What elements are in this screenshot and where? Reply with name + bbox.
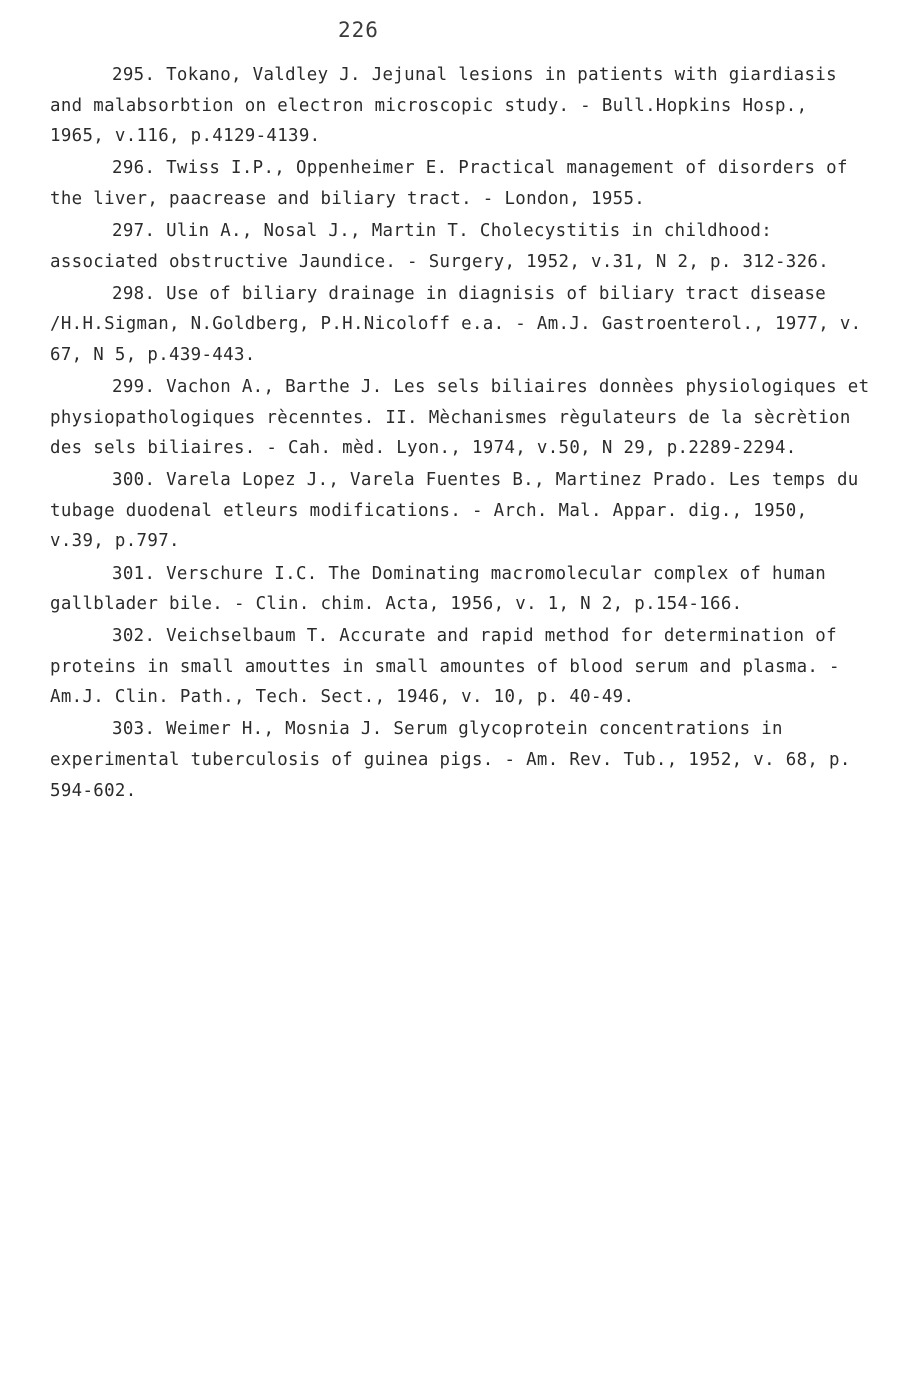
- reference-number: 296.: [112, 158, 156, 179]
- reference-number: 299.: [112, 376, 156, 397]
- reference-text: Weimer H., Mosnia J. Serum glycoprotein concentrations in experimental tuberculosis of guinea pigs. - Am. Rev. Tub., 1952, v. 68, p. 594-602.: [50, 719, 851, 801]
- reference-number: 302.: [112, 626, 156, 647]
- reference-number: 300.: [112, 470, 156, 491]
- reference-entry: [50, 60, 872, 152]
- reference-entry: [50, 465, 872, 557]
- reference-number: 303.: [112, 719, 156, 740]
- reference-entry: [50, 372, 872, 464]
- reference-text: Twiss I.P., Oppenheimer E. Practical management of disorders of the liver, paacrease and biliary tract. - London, 1955.: [50, 158, 848, 209]
- reference-number: 298.: [112, 283, 156, 304]
- reference-entry: [50, 216, 872, 277]
- reference-number: 295.: [112, 65, 156, 85]
- reference-text: Ulin A., Nosal J., Martin T. Cholecystitis in childhood: associated obstructive Jaundice. - Surgery, 1952, v.31, N 2, p. 312-326.: [50, 220, 830, 272]
- reference-list: [50, 60, 872, 808]
- reference-entry: [50, 621, 872, 713]
- reference-number: 301.: [112, 563, 156, 584]
- reference-text: Tokano, Valdley J. Jejunal lesions in patients with giardiasis and malabsorbtion on electron microscopic study. - Bull.Hopkins Hosp., 1965, v.116, p.4129-4139.: [50, 65, 837, 147]
- reference-entry: [50, 153, 872, 214]
- page-number: 226: [338, 18, 379, 42]
- reference-entry: [50, 559, 872, 620]
- reference-entry: [50, 279, 872, 371]
- reference-text: Veichselbaum T. Accurate and rapid method for determination of proteins in small amouttes in small amountes of blood serum and plasma. - Am.J. Clin. Path., Tech. Sect., 1946, v. 10, p. 40-49.: [50, 626, 840, 708]
- reference-text: Varela Lopez J., Varela Fuentes B., Martinez Prado. Les temps du tubage duodenal etleurs modifications. - Arch. Mal. Appar. dig., 1950, v.39, p.797.: [50, 470, 859, 552]
- reference-text: Use of biliary drainage in diagnisis of biliary tract disease /H.H.Sigman, N.Goldberg, P.H.Nicoloff e.a. - Am.J. Gastroenterol., 1977, v. 67, N 5, p.439-443.: [50, 283, 862, 365]
- reference-entry: [50, 714, 872, 806]
- reference-text: Vachon A., Barthe J. Les sels biliaires donnèes physiologiques et physiopathologiques rècenntes. II. Mèchanismes règulateurs de la sècrètion des sels biliaires. - Cah. mèd. Lyon., 1974, v.50, N 29, p.2289-2294.: [50, 376, 870, 459]
- reference-number: 297.: [112, 220, 156, 241]
- reference-text: Verschure I.C. The Dominating macromolecular complex of human gallblader bile. - Clin. chim. Acta, 1956, v. 1, N 2, p.154-166.: [50, 563, 827, 615]
